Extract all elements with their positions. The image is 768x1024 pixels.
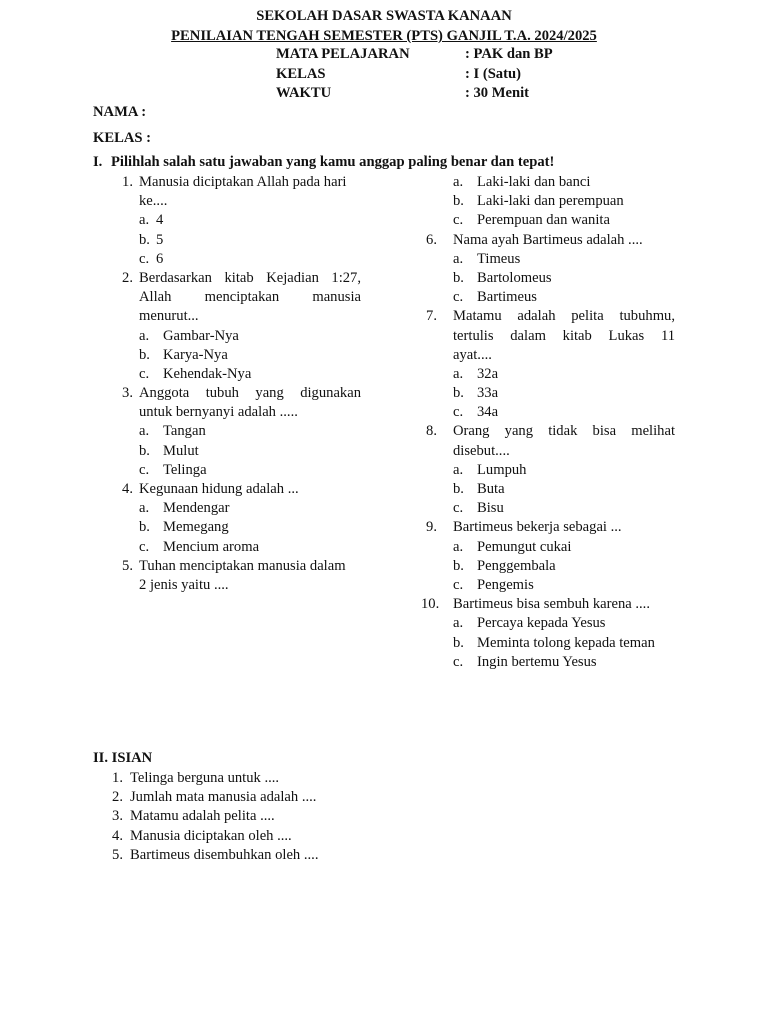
option-5c: c. Perempuan dan wanita [453,212,610,229]
option-2b: b. Karya-Nya [139,346,228,363]
question-10: 10. Bartimeus bisa sembuh karena .... [421,596,650,613]
option-3a: a. Tangan [139,423,206,440]
option-7c: c. 34a [453,404,499,421]
option-8b: b. Buta [453,481,505,497]
question-1: 1. Manusia diciptakan Allah pada hari [122,174,347,190]
option-10b: b. Meminta tolong kepada teman [453,634,655,651]
question-2: 2. Berdasarkan kitab Kejadian 1:27, [122,269,361,286]
section-2-title: II. ISIAN [93,750,153,766]
question-3: 3. Anggota tubuh yang digunakan [122,385,361,402]
meta-value-time: : 30 Menit [465,85,530,101]
meta-value-subject: : PAK dan BP [465,46,553,62]
option-5a: a. Laki-laki dan banci [453,174,591,190]
option-10c: c. Ingin bertemu Yesus [453,653,597,670]
question-5: 5. Tuhan menciptakan manusia dalam [122,557,346,574]
meta-label-subject: MATA PELAJARAN [276,46,410,62]
section-1-instruction: Pilihlah salah satu jawaban yang kamu anggap paling benar dan tepat! [111,154,555,170]
questions-right-column: a. Laki-laki dan banci b. Laki-laki dan perempuan c. Perempuan dan wanita 6. Nama ayah Bartimeus adalah .... a. Timeus b. Bartolomeus c. Bartimeus 7. Matamu adalah pelita tubuhmu, tertulis dalam kitab Lukas 11 ayat.... a. 32a b. 33a c. 34a 8. Orang yang tidak bisa melihat disebut.... a. Lumpuh b. Buta c. Bisu 9. Bartimeus bekerja sebagai ... a. Pemungut cukai b. Penggembala c. Pengemis 10. Bartimeus bisa sembuh karena .... a. Percaya kepada Yesus b. Meminta tolong kepada teman c. Ingin bertemu Yesus [425,173,675,672]
option-6b: b. Bartolomeus [453,269,552,286]
option-1b: b. 5 [139,231,164,248]
fill-in-item: 2. Jumlah mata manusia adalah .... [112,789,317,806]
option-8a: a. Lumpuh [453,461,527,478]
option-3b: b. Mulut [139,442,199,459]
meta-value-class: : I (Satu) [465,66,521,82]
school-name: SEKOLAH DASAR SWASTA KANAAN [256,8,512,24]
option-2a: a. Gambar-Nya [139,327,239,344]
question-7: 7. Matamu adalah pelita tubuhmu, [426,308,675,325]
fill-in-list [111,769,411,865]
option-6c: c. Bartimeus [453,289,537,306]
option-4c: c. Mencium aroma [139,538,260,555]
option-9a: a. Pemungut cukai [453,538,572,555]
fill-in-item: 4. Manusia diciptakan oleh .... [112,827,292,844]
option-8c: c. Bisu [453,500,504,517]
option-3c: c. Telinga [139,461,207,478]
question-6: 6. Nama ayah Bartimeus adalah .... [426,231,643,248]
option-4a: a. Mendengar [139,500,230,517]
exam-title: PENILAIAN TENGAH SEMESTER (PTS) GANJIL T.A. 2024/2025 [171,28,597,44]
option-9c: c. Pengemis [453,576,534,593]
fill-in-item: 1. Telinga berguna untuk .... [112,770,280,786]
questions-left-column: 1. Manusia diciptakan Allah pada hari ke.... a. 4 b. 5 c. 6 2. Berdasarkan kitab Kejadian 1:27, Allah menciptakan manusia menurut... a. Gambar-Nya b. Karya-Nya c. Kehendak-Nya 3. Anggota tubuh yang digunakan untuk bernyanyi adalah ..... a. Tangan b. Mulut c. Telinga 4. Kegunaan hidung adalah ... a. Mendengar b. Memegang c. Mencium aroma 5. Tuhan menciptakan manusia dalam 2 jenis yaitu .... [111,173,361,595]
option-1a: a. 4 [139,212,164,229]
section-1-number: I. [93,154,103,170]
student-name-label: NAMA : [93,104,147,120]
fill-in-item: 3. Matamu adalah pelita .... [112,808,275,825]
student-class-label: KELAS : [93,130,151,146]
option-9b: b. Penggembala [453,557,556,574]
question-4: 4. Kegunaan hidung adalah ... [122,481,299,497]
option-2c: c. Kehendak-Nya [139,365,252,382]
option-5b: b. Laki-laki dan perempuan [453,193,624,210]
option-6a: a. Timeus [453,250,521,267]
option-4b: b. Memegang [139,519,229,536]
question-9: 9. Bartimeus bekerja sebagai ... [426,519,622,536]
option-10a: a. Percaya kepada Yesus [453,615,606,632]
option-7b: b. 33a [453,385,499,402]
option-1c: c. 6 [139,250,164,267]
question-8: 8. Orang yang tidak bisa melihat [426,423,675,440]
fill-in-item: 5. Bartimeus disembuhkan oleh .... [112,846,319,863]
meta-label-time: WAKTU [276,85,332,101]
meta-label-class: KELAS [276,66,326,82]
option-7a: a. 32a [453,365,499,382]
